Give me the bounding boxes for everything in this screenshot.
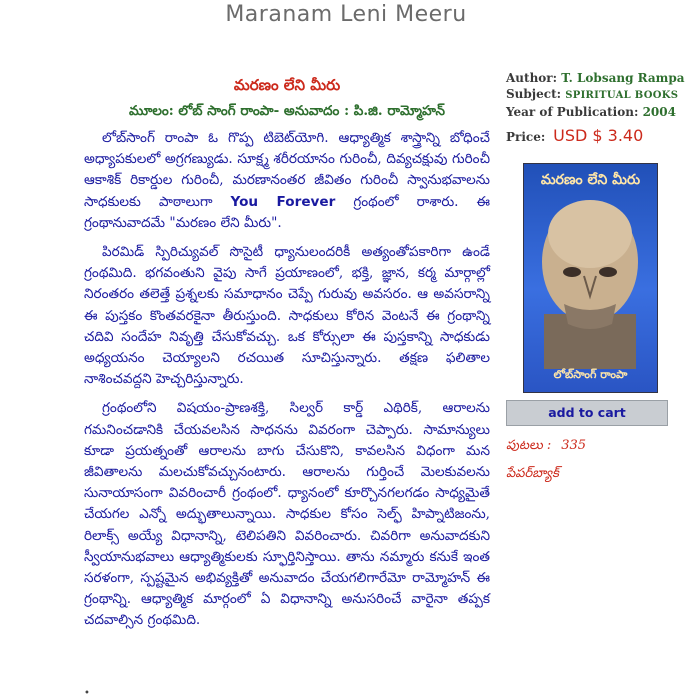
book-cover-image — [523, 163, 658, 393]
year-label: Year of Publication: — [506, 105, 639, 119]
book-byline: మూలం: లోబ్ సాంగ్ రాంపా- అనువాదం : పి.జి. రామ్మోహన్ — [129, 103, 445, 119]
binding-type: పేపర్‌బ్యాక్ — [506, 466, 559, 481]
author-label: Author: — [506, 71, 558, 85]
bullet-icon: • — [84, 688, 90, 699]
author-value: T. Lobsang Rampa — [561, 71, 685, 85]
paragraph-text: లోబ్‌సాంగ్ రాంపా ఓ గొప్ప టిబెట్‌యోగి. ఆధ్యాత్మిక శాస్త్రాన్ని బోధించే అధ్యాపకులలో అగ్రగణ్యుడు. సూక్ష్మ శరీరయానం గురించీ, దివ్యచక్షువు గురించీ ఆకాశిక్ రికార్డుల గురించీ, మరణానంతర జీవితం గురించీ స్వానుభవాలను సాధకులకు పాఠాలుగా — [84, 130, 490, 210]
book-description — [84, 76, 490, 640]
book-title: మరణం లేని మీరు — [233, 76, 341, 94]
price-label: Price: — [506, 130, 546, 144]
price-row — [506, 126, 686, 145]
original-title-highlight: You Forever — [230, 193, 336, 210]
add-to-cart-button[interactable]: add to cart — [506, 400, 668, 426]
subject-label: Subject: — [506, 87, 562, 101]
description-paragraph — [84, 242, 490, 390]
pages-label: పుటలు : — [506, 438, 552, 453]
page-title: Maranam Leni Meeru — [225, 2, 467, 27]
subject-value: SPIRITUAL BOOKS — [565, 90, 679, 101]
cover-title: మరణం లేని మీరు — [540, 172, 641, 188]
paragraph-text: గ్రంథంలో రాశారు. ఈ గ్రంథానువాదమే "మరణం లేని మీరు". — [84, 193, 490, 231]
year-row — [506, 104, 676, 120]
pages-value: 335 — [561, 438, 587, 453]
author-row — [506, 70, 685, 86]
page-count — [506, 438, 586, 456]
description-paragraph — [84, 128, 490, 234]
book-details-panel — [506, 70, 686, 481]
description-paragraph — [84, 398, 490, 631]
paragraph-text: పిరమిడ్ స్పిరిచ్యువల్ సొసైటీ ధ్యానులందరికీ అత్యంతోపకారిగా ఉండే గ్రంథమిది. భగవంతుని వైపు సాగే ప్రయాణంలో, భక్తి, జ్ఞాన, కర్మ మార్గాల్లో నిరంతరం తలెత్తే ప్రశ్నలకు సమాధానం చెప్పే గురువు అవసరం. ఆ అవసరాన్ని ఈ పుస్తకం కొంతవరకైనా తీరుస్తుంది. సాధకులు కోరిన వెంటనే ఈ గ్రంథాన్ని చదివి సందేహ నివృత్తి చేసుకోవచ్చు. ఒక కోర్సులా ఈ పుస్తకాన్ని సాధకుడు అధ్యయనం చెయ్యాలని రచయిత సూచిస్తున్నారు. తక్షణ ఫలితాల నాశించవద్దని హెచ్చరిస్తున్నారు. — [84, 244, 490, 388]
cover-author: లోబ్‌సాంగ్ రాంపా — [553, 368, 628, 381]
subject-row — [506, 86, 679, 104]
paragraph-text: గ్రంథంలోని విషయం-ప్రాణశక్తి, సిల్వర్ కార్డ్ ఎథిరిక్, ఆరాలను గమనించడానికి చేయవలసిన సాధనను వివరంగా చెప్పారు. సామాన్యులు కూడా ప్రయత్నంతో ఆరాలను బాగు చేసుకొని, కావలసిన విధంగా మన జీవితాలను మలచుకోవచ్చునంటారు. ఆరాలను గుర్తించే మెలకువలను సునాయాసంగా వివరించారీ గ్రంథంలో. ధ్యానంలో కూర్చొనగలగడం సాధ్యమైతే చేయగల ఎన్నో అద్భుతాలున్నాయి. సాధకుల కోసం సెల్ఫ్ హిప్నాటిజంను, రిలాక్స్ అయ్యే విధానాన్ని, టెలిపతిని వివరించారు. చివరిగా అనువాదకుని స్వీయానుభవాలు ఆధ్యాత్మికులకు స్ఫూర్తినిస్తాయి. తాను నమ్మారు కనుకే ఇంత సరళంగా, స్పష్టమైన అభివ్యక్తితో అనువాదం చేయగలిగారేమో రామ్మోహన్ ఈ గ్రంథాన్ని. ఆధ్యాత్మిక మార్గంలో ఏ విధానాన్ని అనుసరించే వారైనా తప్పక చదవాల్సిన గ్రంథమిది. — [84, 400, 490, 629]
price-value: USD $ 3.40 — [553, 126, 644, 145]
author-portrait-icon — [524, 164, 657, 392]
year-value: 2004 — [642, 105, 676, 119]
